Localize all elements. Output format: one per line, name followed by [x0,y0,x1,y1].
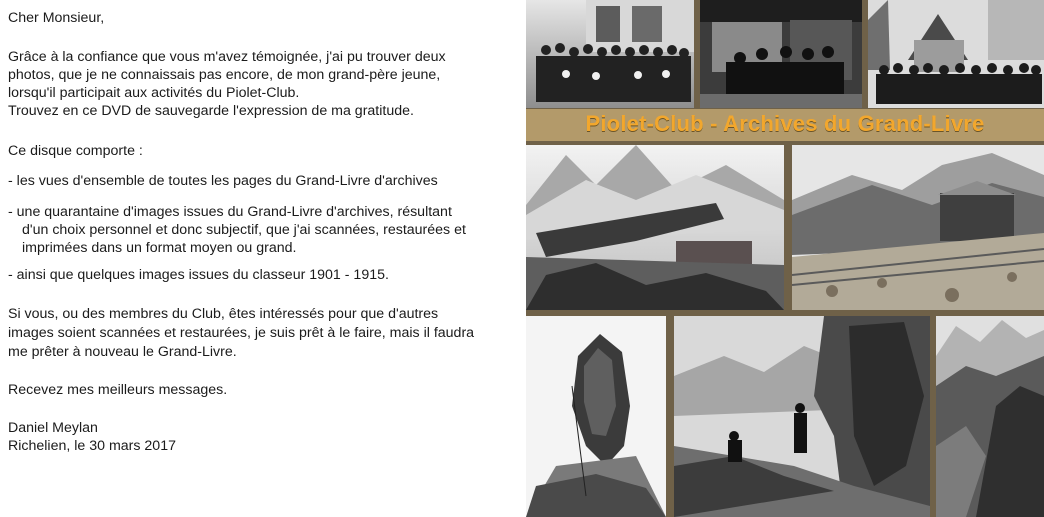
paragraph-1-line: lorsqu'il participait aux activités du Piolet-Club. [8,85,300,101]
paragraph-3-line: Si vous, ou des membres du Club, êtes intéressés pour que d'autres [8,306,439,322]
paragraph-1-line: photos, que je ne connaissais pas encore, de mon grand-père jeune, [8,67,441,83]
rock-overhang-photo-art [526,145,784,310]
dvd-cover [526,0,1044,517]
climbers-photo-art [674,316,930,517]
rock-pinnacle-photo [526,316,666,517]
paragraph-1-line: Trouvez en ce DVD de sauvegarde l'expression de ma gratitude. [8,103,414,119]
alpine-hut-photo-art [792,145,1044,310]
alpine-hut-photo [792,145,1044,310]
list-item-continuation: imprimées dans un format moyen ou grand. [22,240,297,256]
paragraph-3-line: images soient scannées et restaurées, je suis prêt à le faire, mais il faudra [8,325,475,341]
list-item: - une quarantaine d'images issues du Grand-Livre d'archives, résultant [8,204,452,220]
rock-overhang-photo [526,145,784,310]
paragraph-1-line: Grâce à la confiance que vous m'avez témoignée, j'ai pu trouver deux [8,49,446,65]
climbers-photo [674,316,930,517]
rock-pinnacle-photo-art [526,316,666,517]
mountain-ridge-photo-art [936,316,1044,517]
church-group-photo [868,0,1044,108]
church-group-photo-art [868,0,1044,108]
cabin-group-photo [700,0,862,108]
list-item: - ainsi que quelques images issues du classeur 1901 - 1915. [8,267,389,283]
cabin-group-photo-art [700,0,862,108]
list-item-continuation: d'un choix personnel et donc subjectif, que j'ai scannées, restaurées et [22,222,466,238]
list-item: - les vues d'ensemble de toutes les pages du Grand-Livre d'archives [8,173,438,189]
cover-title: Piolet-Club - Archives du Grand-Livre [585,111,985,136]
closing-line: Recevez mes meilleurs messages. [8,382,228,398]
signature-place-date: Richelien, le 30 mars 2017 [8,438,176,454]
paragraph-3-line: me prêter à nouveau le Grand-Livre. [8,344,237,360]
signature-name: Daniel Meylan [8,420,98,436]
group-photo-art [526,0,694,108]
group-photo-1 [526,0,694,108]
greeting: Cher Monsieur, [8,10,105,26]
mountain-ridge-photo [936,316,1044,517]
paragraph-2-intro: Ce disque comporte : [8,143,143,159]
